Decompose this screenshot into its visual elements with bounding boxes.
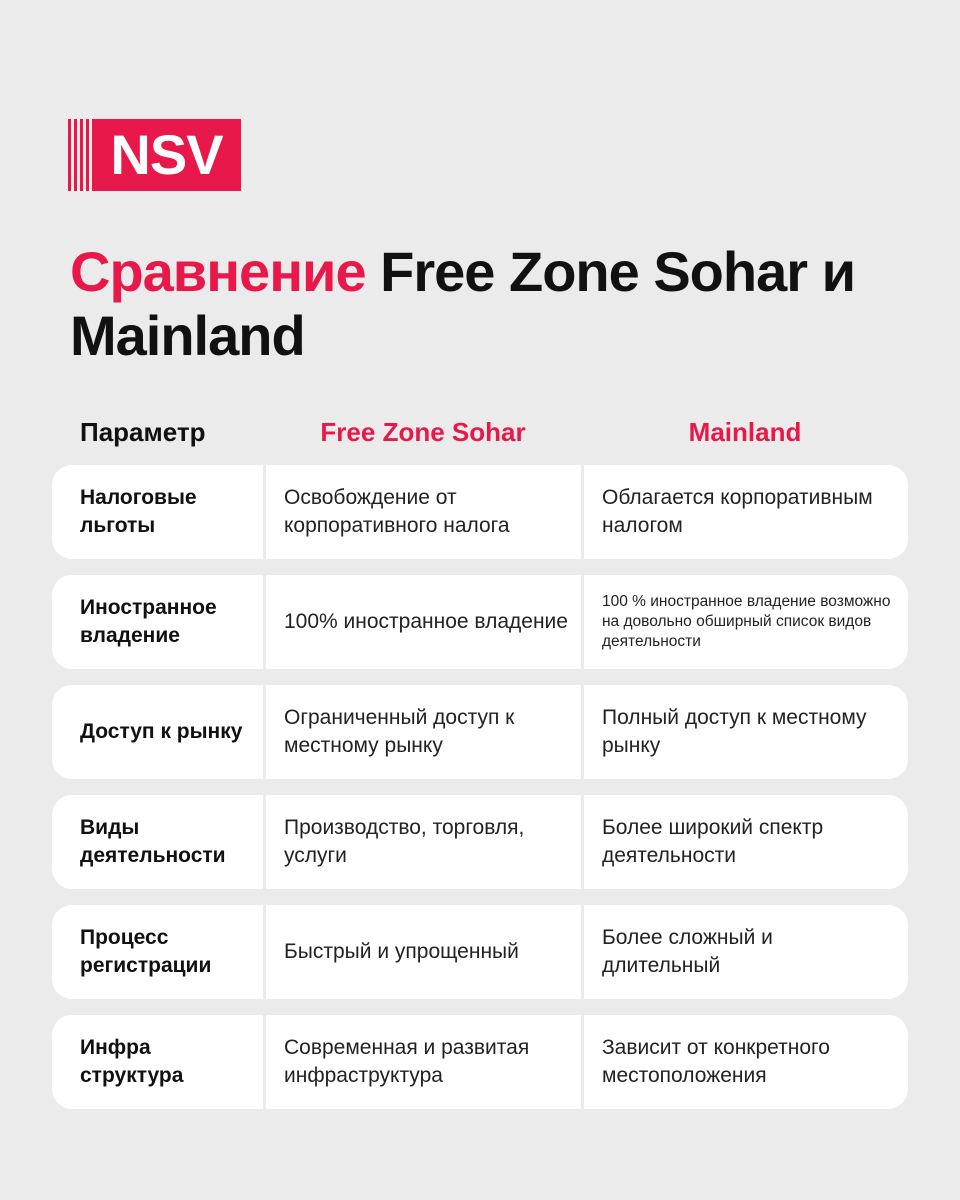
table-row [52, 1015, 908, 1109]
row-free-zone-value: Современная и развитая инфраструктура [284, 1036, 530, 1087]
row-mainland-value: Полный доступ к местному рынку [602, 706, 867, 757]
row-mainland-value: Более широкий спектр деятельности [602, 816, 824, 867]
row-mainland-value: Зависит от конкретного местоположения [602, 1036, 830, 1087]
logo-text: NSV [92, 119, 241, 191]
row-mainland-value: Более сложный и длительный [602, 926, 773, 977]
row-free-zone-value: Производство, торговля, услуги [284, 816, 525, 867]
row-parameter: Налоговые льготы [80, 486, 197, 537]
table-row [52, 685, 908, 779]
table-header [52, 412, 908, 452]
row-mainland-value: 100 % иностранное владение возможно на довольно обширный список видов деятельности [602, 593, 891, 650]
logo-stripes-icon [68, 119, 92, 191]
table-row [52, 575, 908, 669]
row-parameter: Иностранное владение [80, 596, 217, 647]
row-free-zone-value: Освобождение от корпоративного налога [284, 486, 510, 537]
row-parameter: Инфра структура [80, 1036, 184, 1087]
row-mainland-value: Облагается корпоративным налогом [602, 486, 873, 537]
row-parameter: Процесс регистрации [80, 926, 212, 977]
page-title [70, 240, 930, 368]
header-free-zone: Free Zone Sohar [320, 417, 526, 447]
row-free-zone-value: Быстрый и упрощенный [284, 940, 519, 963]
page-title-rest: Free Zone Sohar и Mainland [70, 240, 856, 367]
row-parameter: Доступ к рынку [80, 720, 243, 743]
header-mainland: Mainland [688, 417, 802, 447]
brand-logo [68, 119, 241, 191]
row-free-zone-value: 100% иностранное владение [284, 610, 568, 633]
table-row [52, 905, 908, 999]
row-parameter: Виды деятельности [80, 816, 226, 867]
page-title-accent: Сравнение [70, 240, 366, 303]
row-free-zone-value: Ограниченный доступ к местному рынку [284, 706, 515, 757]
table-row [52, 465, 908, 559]
header-parameter: Параметр [80, 417, 206, 447]
comparison-table [52, 465, 908, 1125]
table-row [52, 795, 908, 889]
